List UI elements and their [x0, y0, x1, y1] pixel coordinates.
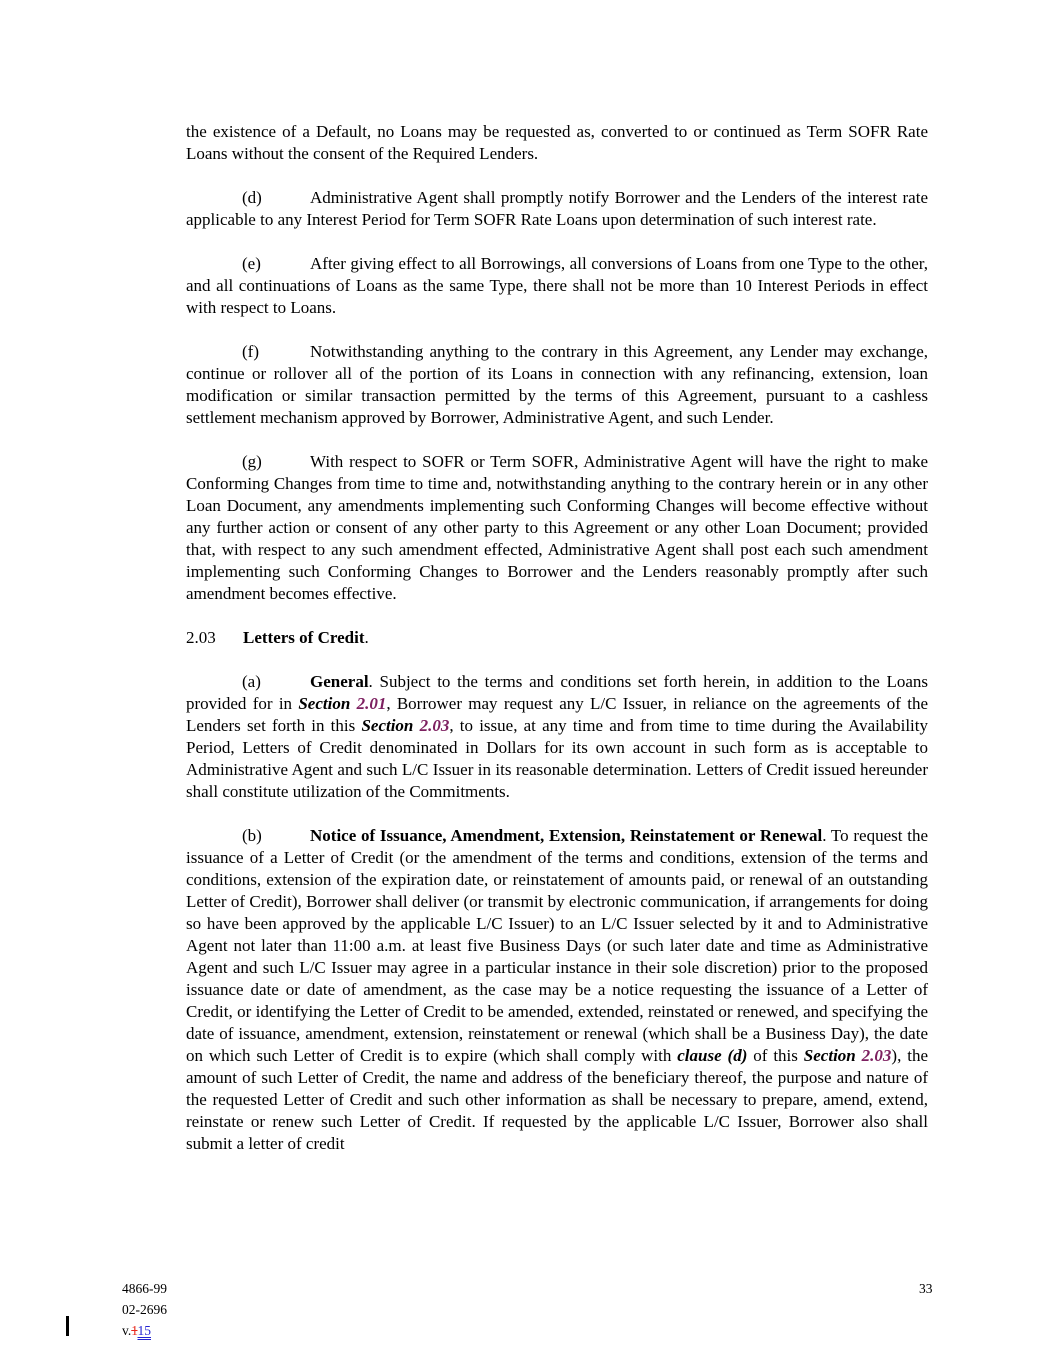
para-label: (g): [242, 452, 262, 471]
page-number: 33: [919, 1281, 933, 1296]
text-run: the existence of a Default, no Loans may be requested as, converted to or continued as Term SOFR Rate Loans without the consent of the Required Lenders.: [186, 122, 928, 163]
section-ref: 2.03: [861, 1046, 892, 1065]
para-continuation: [186, 121, 928, 165]
text-run: Section: [803, 1046, 862, 1065]
section-number: 2.03: [186, 628, 216, 647]
text-run: . Subject to the terms and conditions set forth herein, in addition to the Loans provided for in: [186, 672, 928, 713]
version-line: [122, 1320, 167, 1341]
text-run: , Borrower may request any L/C Issuer, in reliance on the agreements of the Lenders set forth in this: [186, 694, 928, 735]
text-run: With respect to SOFR or Term SOFR, Administrative Agent will have the right to make Conforming Changes from time to time and, notwithstanding anything to the contrary herein or in any other Loan Document, any amendments implementing such Conforming Changes will become effective without any further action or consent of any other party to this Agreement or any other Loan Document; provided that, with respect to any such amendment effected, Administrative Agent shall post each such amendment implementing such Conforming Changes to Borrower and the Lenders reasonably promptly after such amendment becomes effective.: [186, 452, 928, 603]
para-e: [186, 253, 928, 319]
section-heading-2-03: [186, 627, 928, 649]
doc-id-line1: 4866-99: [122, 1281, 167, 1296]
text-run: ), the amount of such Letter of Credit, the name and address of the beneficiary thereof, the purpose and nature of the requested Letter of Credit and such other information as shall be necessary to prepare, amend, extend, reinstate or renew such Letter of Credit. If requested by the applicable L/C Issuer, Borrower also shall submit a letter of credit: [186, 1046, 928, 1153]
para-f: [186, 341, 928, 429]
clause-ref: clause (d): [677, 1046, 748, 1065]
para-label: (f): [242, 342, 259, 361]
text-run: After giving effect to all Borrowings, all conversions of Loans from one Type to the other, and all continuations of Loans as the same Type, there shall not be more than 10 Interest Periods in effect with respect to Loans.: [186, 254, 928, 317]
para-g: [186, 451, 928, 605]
section-ref: 2.03: [419, 716, 450, 735]
text-run: Section: [298, 694, 357, 713]
subsection-title: Notice of Issuance, Amendment, Extension, Reinstatement or Renewal: [310, 826, 823, 845]
text-run: . To request the issuance of a Letter of Credit (or the amendment of the terms and conditions, extension of the terms and conditions, extension of the expiration date, or reinstatement of amounts paid, or renewal of an outstanding Letter of Credit), Borrower shall deliver (or transmit by electronic communication, if arrangements for doing so have been approved by the applicable L/C Issuer) to an L/C Issuer selected by it and to Administrative Agent not later than 11:00 a.m. at least five Business Days (or such later date and time as Administrative Agent and such L/C Issuer may agree in a particular instance in their sole discretion) prior to the proposed issuance date or date of amendment, as the case may be a notice requesting the issuance of a Letter of Credit, or identifying the Letter of Credit to be amended, extended, reinstated or renewed, and specifying the date of issuance, amendment, extension, reinstatement or renewal (which shall be a Business Day), the date on which such Letter of Credit is to expire (which shall comply with: [186, 826, 928, 1065]
section-title: Letters of Credit: [243, 628, 365, 647]
subsection-title: General: [310, 672, 369, 691]
para-d: [186, 187, 928, 231]
text-run: , to issue, at any time and from time to time during the Availability Period, Letters of Credit denominated in Dollars for its own account in such form as is acceptable to Administrative Agent and such L/C Issuer in its reasonable determination. Letters of Credit issued hereunder shall constitute utilization of the Commitments.: [186, 716, 928, 801]
document-id-footer: [122, 1278, 167, 1341]
version-deleted-text: 1: [131, 1323, 138, 1338]
text-run: Notwithstanding anything to the contrary in this Agreement, any Lender may exchange, continue or rollover all of the portion of its Loans in connection with any refinancing, extension, loan modification or similar transaction permitted by the terms of this Agreement, pursuant to a cashless settlement mechanism approved by Borrower, Administrative Agent, and such Lender.: [186, 342, 928, 427]
text-run: Administrative Agent shall promptly notify Borrower and the Lenders of the interest rate applicable to any Interest Period for Term SOFR Rate Loans upon determination of such interest rate.: [186, 188, 928, 229]
doc-id-line2: 02-2696: [122, 1302, 167, 1317]
document-body: [186, 121, 928, 1177]
para-label: (e): [242, 254, 261, 273]
tracked-change-bar: [66, 1316, 69, 1336]
para-label: (b): [242, 826, 262, 845]
section-ref: 2.01: [356, 694, 387, 713]
para-a-general: [186, 671, 928, 803]
text-run: .: [364, 628, 369, 647]
para-label: (d): [242, 188, 262, 207]
para-b-notice: [186, 825, 928, 1155]
text-run: Section: [361, 716, 420, 735]
para-label: (a): [242, 672, 261, 691]
text-run: of this: [747, 1046, 804, 1065]
version-prefix: v.: [122, 1323, 132, 1338]
version-inserted-text: 15: [137, 1323, 151, 1338]
